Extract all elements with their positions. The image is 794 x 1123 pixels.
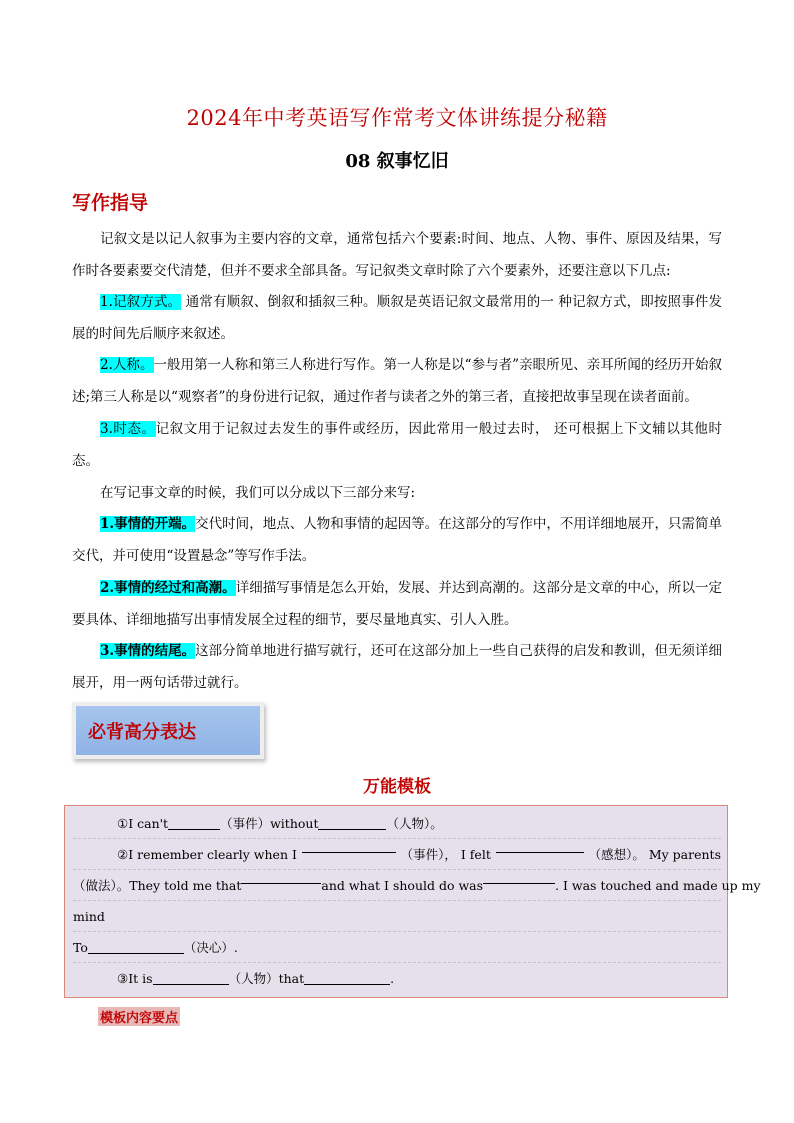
section-heading-guide: 写作指导 (72, 192, 149, 214)
banner-title: 必背高分表达 (88, 722, 196, 743)
parts-intro (72, 478, 722, 510)
template-points-label: 模板内容要点 (98, 1007, 180, 1026)
template-text: To (73, 940, 88, 955)
template-text: . I was touched and made up my (555, 878, 761, 893)
part-1-text: 交代时间，地点、人物和事情的起因等。在这部分的写作中，不用详细地展开，只需简单交代，并可使用“设置悬念”等写作手法。 (72, 516, 722, 564)
template-text: （人物）。 (386, 816, 443, 831)
guide-point-1 (72, 287, 722, 350)
point-1-label: 1.记叙方式。 (100, 294, 182, 310)
template-line-1 (73, 808, 721, 839)
point-3-text: 记叙文用于记叙过去发生的事件或经历，因此常用一般过去时， 还可根据上下文辅以其他时态。 (72, 421, 722, 469)
guide-point-3 (72, 414, 722, 477)
page-title: 2024年中考英语写作常考文体讲练提分秘籍 (186, 106, 608, 130)
template-line-6 (73, 963, 721, 994)
part-3-label: 3.事情的结尾。 (100, 643, 196, 659)
template-text: （人物）that (228, 971, 305, 986)
fill-blank (88, 940, 184, 954)
part-3-text: 这部分简单地进行描写就行，还可在这部分加上一些自己获得的启发和教训，但无须详细展开，用一两句话带过就行。 (72, 643, 722, 691)
template-text: （事件）， I felt (400, 847, 491, 862)
part-2 (72, 573, 722, 636)
template-text: ③It is (117, 971, 153, 986)
guide-point-2 (72, 350, 722, 413)
parts-intro-text: 在写记事文章的时候，我们可以分成以下三部分来写: (100, 485, 416, 501)
part-1-label: 1.事情的开端。 (100, 516, 196, 532)
fill-blank (318, 816, 386, 830)
template-line-3 (73, 870, 761, 901)
part-1 (72, 509, 722, 572)
template-text: （事件）without (220, 816, 319, 831)
template-line-4 (73, 901, 721, 932)
template-line-5 (73, 932, 721, 963)
template-line-2 (73, 839, 721, 870)
part-3 (72, 636, 722, 699)
guide-intro-text: 记叙文是以记人叙事为主要内容的文章，通常包括六个要素:时间、地点、人物、事件、原因及结果，写作时各要素要交代清楚，但并不要求全部具备。写记叙类文章时除了六个要素外，还要注意以下几点: (72, 231, 722, 279)
page-subtitle: 08 叙事忆旧 (345, 151, 449, 172)
banner-fill (76, 706, 260, 755)
part-2-label: 2.事情的经过和高潮。 (100, 580, 236, 596)
fill-blank (483, 870, 555, 884)
fill-blank (241, 870, 321, 884)
template-text: ②I remember clearly when I (117, 847, 297, 862)
point-2-text: 一般用第一人称和第三人称进行写作。第一人称是以“参与者”亲眼所见、亲耳所闻的经历开始叙述;第三人称是以“观察者”的身份进行记叙，通过作者与读者之外的第三者，直接把故事呈现在读者面前。 (72, 357, 722, 405)
point-3-label: 3.时态。 (100, 421, 156, 437)
template-text: and what I should do was (321, 878, 484, 893)
template-box (64, 805, 761, 998)
template-text: . (390, 971, 395, 986)
template-text: mind (73, 909, 105, 924)
point-1-text: 通常有顺叙、倒叙和插叙三种。顺叙是英语记叙文最常用的一 种记叙方式，即按照事件发展的时间先后顺序来叙述。 (72, 294, 722, 342)
point-2-label: 2.人称。 (100, 357, 154, 373)
template-title: 万能模板 (363, 777, 431, 797)
template-text: （感想）。 My parents (588, 847, 721, 862)
fill-blank (153, 971, 229, 985)
fill-blank (304, 971, 390, 985)
part-2-text: 详细描写事情是怎么开始，发展、并达到高潮的。这部分是文章的中心，所以一定要具体、详细地描写出事情发展全过程的细节，要尽量地真实、引人入胜。 (72, 580, 723, 628)
fill-blank (496, 839, 584, 853)
guide-intro (72, 224, 722, 287)
section-banner (72, 702, 264, 759)
fill-blank (168, 816, 220, 830)
fill-blank (302, 839, 396, 853)
template-text: （做法）。They told me that (73, 878, 242, 893)
template-text: （决心）. (183, 940, 238, 955)
template-text: ①I can't (117, 816, 169, 831)
